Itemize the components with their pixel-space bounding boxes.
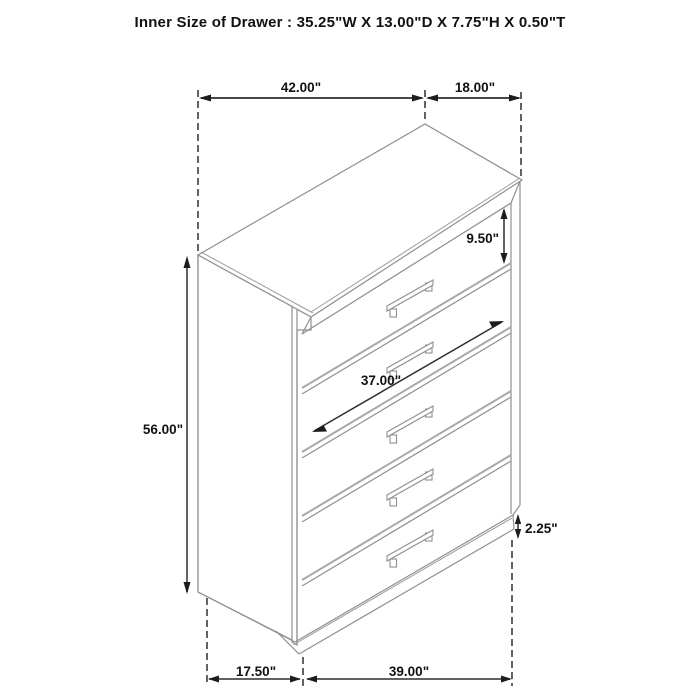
side-panel xyxy=(198,255,311,645)
arrowhead xyxy=(426,95,438,102)
drawer-separator-line xyxy=(302,455,511,580)
arrowhead xyxy=(208,676,219,683)
handle-bar xyxy=(387,469,433,500)
arrowhead xyxy=(184,256,191,268)
side-panel-face xyxy=(198,255,311,645)
dim-bottom-depth-label: 17.50" xyxy=(235,664,277,679)
arrowhead xyxy=(515,514,521,524)
handle-bar xyxy=(387,530,433,561)
arrowhead xyxy=(509,95,521,102)
dim-top-width xyxy=(199,80,424,102)
bottom-right-corner-edge xyxy=(513,505,520,515)
chest-drawing xyxy=(198,124,522,654)
drawer-separator-line xyxy=(302,327,511,452)
base-top-mold-line xyxy=(293,518,512,645)
arrowhead xyxy=(501,208,508,219)
arrowhead xyxy=(489,321,504,328)
drawer-separator-line xyxy=(302,391,511,516)
dim-base-height xyxy=(515,514,558,539)
arrowhead xyxy=(290,676,301,683)
handle-bar xyxy=(387,342,433,373)
front-bottom-edge xyxy=(295,515,513,642)
dim-bottom-depth xyxy=(208,664,301,683)
arrowhead xyxy=(501,253,508,264)
dim-drawer-height xyxy=(466,208,507,264)
base-right-edge xyxy=(513,515,514,529)
handle-bar xyxy=(387,280,433,311)
dimension-line xyxy=(314,322,502,431)
drawer-separator-line xyxy=(302,461,511,586)
handle-bar xyxy=(387,406,433,437)
diagram-title: Inner Size of Drawer : 35.25"W X 13.00"D X 7.75"H X 0.50"T xyxy=(134,14,566,31)
handle-post xyxy=(390,435,397,443)
dim-top-depth-label: 18.00" xyxy=(454,80,496,95)
dim-drawer-height-label: 9.50" xyxy=(466,231,499,246)
drawer-4-handle xyxy=(387,469,433,506)
drawer-separator-line xyxy=(302,333,511,458)
drawer-1-handle xyxy=(387,280,433,317)
dim-bottom-width xyxy=(306,664,512,683)
arrowhead xyxy=(306,676,317,683)
arrowhead xyxy=(199,95,211,102)
dim-bottom-width-label: 39.00" xyxy=(388,664,430,679)
arrowhead xyxy=(184,582,191,594)
arrowhead xyxy=(501,676,512,683)
handle-post xyxy=(390,559,397,567)
dim-top-depth xyxy=(426,80,521,102)
handle-post xyxy=(390,309,397,317)
dim-base-height-label: 2.25" xyxy=(525,521,558,536)
arrowhead xyxy=(312,425,327,432)
drawer-5-handle xyxy=(387,530,433,567)
arrowhead xyxy=(412,95,424,102)
arrowhead xyxy=(515,529,521,539)
dim-top-width-label: 42.00" xyxy=(280,80,322,95)
drawer-separator-line xyxy=(302,397,511,522)
dim-overall-height-label: 56.00" xyxy=(142,422,184,437)
handle-post xyxy=(390,498,397,506)
dim-overall-height xyxy=(143,256,191,594)
drawer-3-handle xyxy=(387,406,433,443)
dim-drawer-span xyxy=(312,321,504,432)
dim-drawer-span-label: 37.00" xyxy=(360,373,402,388)
